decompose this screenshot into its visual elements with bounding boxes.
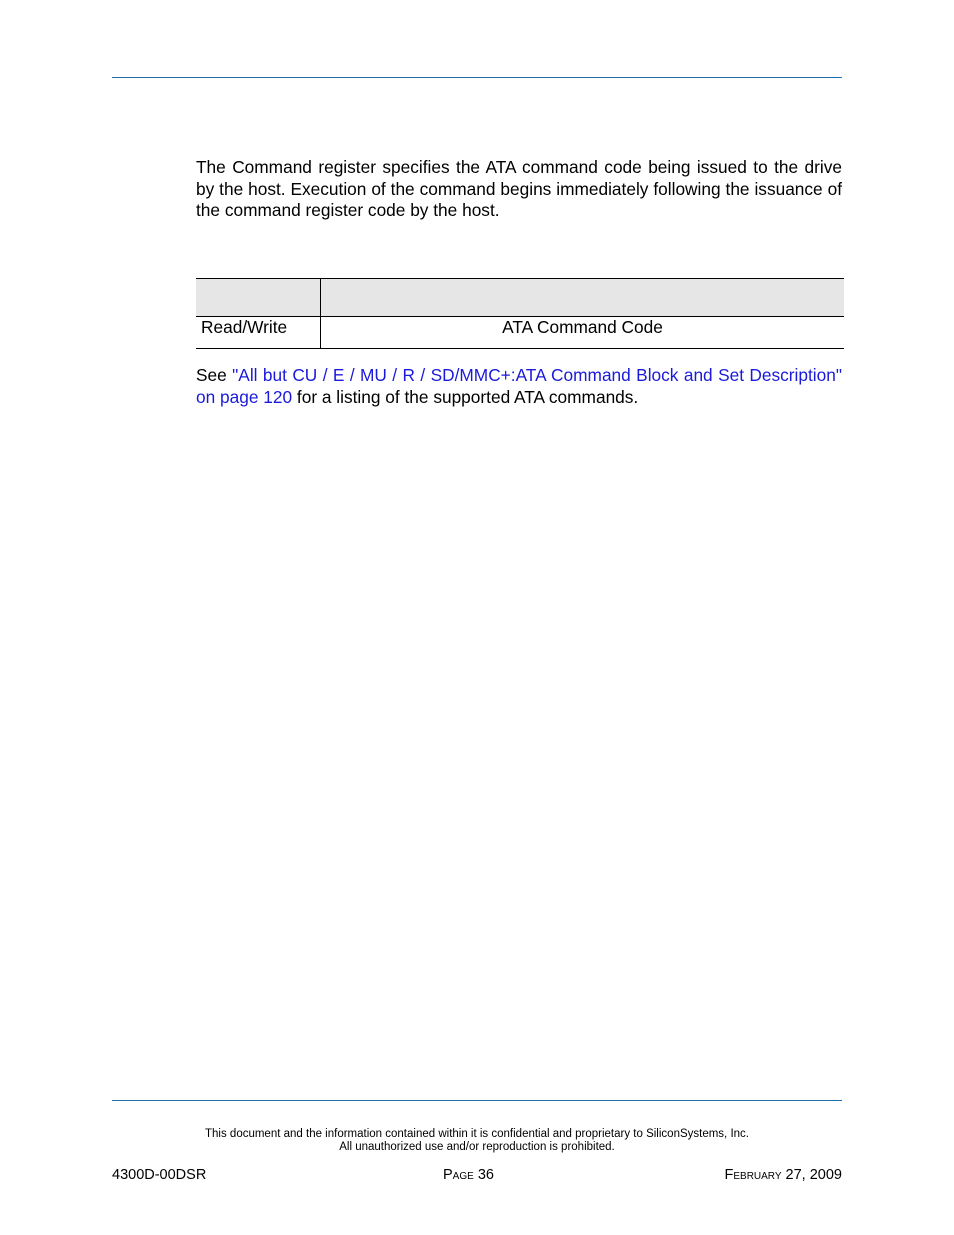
table-header-row — [196, 279, 844, 317]
see-paragraph — [196, 365, 842, 408]
intro-paragraph: The Command register specifies the ATA command code being issued to the drive by the host. Execution of the command begins immediately following the issuance of the command register code by the host. — [196, 157, 842, 220]
table-header-cell — [321, 279, 845, 317]
table-row — [196, 317, 844, 349]
see-suffix: for a listing of the supported ATA commands. — [292, 386, 639, 407]
command-register-table — [196, 278, 844, 349]
description-cell: ATA Command Code — [321, 317, 845, 349]
confidential-notice-line2: All unauthorized use and/or reproduction is prohibited. — [339, 1141, 615, 1153]
table-header-cell — [196, 279, 321, 317]
footer-rule — [112, 1100, 842, 1101]
confidential-notice-line1: This document and the information contained within it is confidential and proprietary to SiliconSystems, Inc. — [205, 1128, 749, 1140]
ata-command-set-link[interactable]: "All but CU / E / MU / R / SD/MMC+:ATA Command Block and Set Description" on page 120 — [196, 365, 842, 407]
document-date: February 27, 2009 — [724, 1167, 842, 1183]
access-cell: Read/Write — [196, 317, 321, 349]
document-number: 4300D-00DSR — [112, 1167, 207, 1183]
see-prefix: See — [196, 365, 233, 385]
page-number: Page 36 — [443, 1167, 494, 1183]
header-rule — [112, 77, 842, 78]
